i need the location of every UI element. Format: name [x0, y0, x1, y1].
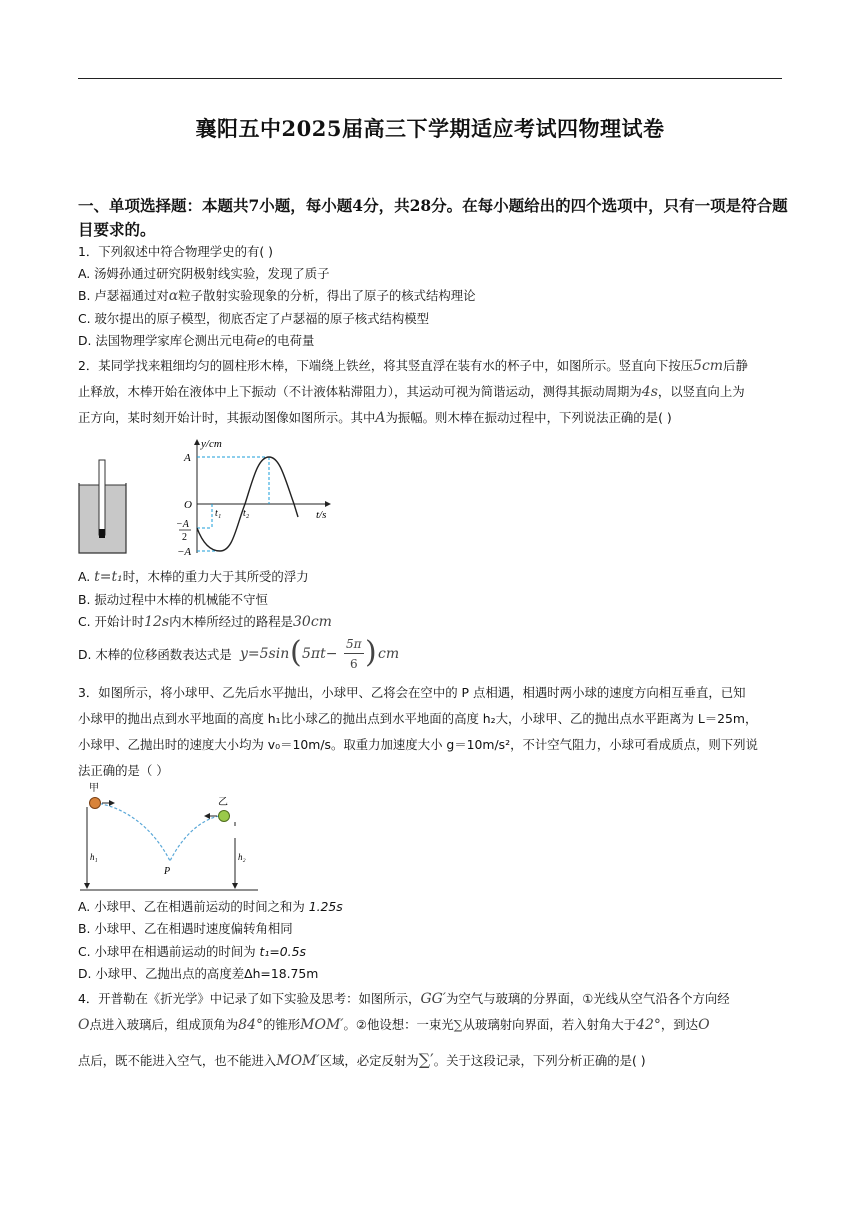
neg-amp-label: −A: [177, 546, 192, 558]
amplitude-label: A: [184, 452, 191, 464]
t2-label: t₂: [243, 508, 250, 519]
q1-stem: 1．下列叙述中符合物理学史的有( ): [78, 244, 273, 259]
q1-option-d: D. 法国物理学家库仑测出元电荷e的电荷量: [78, 333, 315, 349]
header-rule: [78, 78, 782, 79]
q1-option-c: C. 玻尔提出的原子模型，彻底否定了卢瑟福的原子核式结构模型: [78, 311, 430, 326]
q3-option-a: A. 小球甲、乙在相遇前运动的时间之和为 1.25s: [78, 899, 343, 914]
q3-stem-line3: 小球甲、乙抛出时的速度大小均为 v₀＝10m/s。取重力加速度大小 g＝10m/s²，不计空气阻力，小球可看成质点，则下列说: [78, 737, 758, 752]
label-P: P: [164, 866, 171, 877]
q3-stem-line1: 3．如图所示，将小球甲、乙先后水平抛出，小球甲、乙将会在空中的 P 点相遇，相遇时两小球的速度方向相互垂直，已知: [78, 685, 746, 700]
label-jia: 甲: [89, 783, 99, 794]
origin-label: O: [184, 499, 192, 511]
q2-option-c: C. 开始计时12s内木棒所经过的路程是30cm: [78, 614, 332, 630]
t1-label: t₁: [215, 508, 222, 519]
q3-stem-line2: 小球甲的抛出点到水平地面的高度 h₁比小球乙的抛出点到水平地面的高度 h₂大，小球甲、乙的抛出点水平距离为 L＝25m，: [78, 711, 758, 726]
q2-stem-line2: 止释放，木棒开始在液体中上下振动（不计液体粘滞阻力），其运动可视为简谐运动，测得其振动周期为4s，以竖直向上为: [78, 384, 745, 400]
label-h1: h₁: [90, 852, 98, 862]
trajectory-yi: [170, 816, 219, 861]
q2-stem-line1: 2．某同学找来粗细均匀的圆柱形木棒，下端绕上铁丝，将其竖直浮在装有水的杯子中，如图所示。竖直向下按压5cm后静: [78, 358, 748, 374]
section-heading: 一、单项选择题：本题共7小题，每小题4分，共28分。在每小题给出的四个选项中，只有一项是符合题目要求的。: [78, 196, 788, 239]
q2-option-a: A. t=t₁时，木棒的重力大于其所受的浮力: [78, 569, 309, 585]
beaker-figure: [78, 455, 128, 555]
projectile-figure: [78, 782, 260, 894]
ball-jia: [90, 798, 101, 809]
neg-half-amp-den: 2: [182, 532, 187, 543]
q3-stem-line4: 法正确的是（ ）: [78, 763, 169, 778]
label-h2: h₂: [238, 852, 246, 862]
x-axis-label: t/s: [316, 509, 327, 521]
q3-option-c: C. 小球甲在相遇前运动的时间为 t₁=0.5s: [78, 944, 306, 959]
trajectory-jia: [95, 803, 170, 861]
q1-option-a: A. 汤姆孙通过研究阴极射线实验，发现了质子: [78, 266, 330, 281]
q3-option-d: D. 小球甲、乙抛出点的高度差Δh=18.75m: [78, 966, 319, 981]
label-yi: 乙: [218, 797, 228, 808]
y-axis-label: y/cm: [201, 438, 222, 450]
q4-stem-line1: 4．开普勒在《折光学》中记录了如下实验及思考：如图所示，GG′为空气与玻璃的分界面，①光线从空气沿各个方向经: [78, 991, 730, 1007]
q2-stem-line3: 正方向，某时刻开始计时，其振动图像如图所示。其中A为振幅。则木棒在振动过程中，下列说法正确的是( ): [78, 410, 672, 426]
page-title: 襄阳五中2025届高三下学期适应考试四物理试卷: [195, 116, 665, 141]
neg-half-amp-num: −A: [176, 519, 189, 530]
ball-yi: [219, 811, 230, 822]
q4-stem-line3: 点后，既不能进入空气，也不能进入MOM′区域，必定反射为∑′。关于这段记录，下列分析正确的是( ): [78, 1050, 646, 1069]
q1-option-b: B. 卢瑟福通过对α粒子散射实验现象的分析，得出了原子的核式结构理论: [78, 288, 476, 304]
q2-option-b: B. 振动过程中木棒的机械能不守恒: [78, 592, 268, 607]
q2-option-d: D. 木棒的位移函数表达式是 y=5sin ( 5πt− 5π 6 ) cm: [78, 635, 400, 671]
q3-option-b: B. 小球甲、乙在相遇时速度偏转角相同: [78, 921, 293, 936]
oscillation-graph: [170, 435, 335, 560]
q4-stem-line2: O点进入玻璃后，组成顶角为84°的锥形MOM′。②他设想：一束光∑从玻璃射向界面，若入射角大于42°，到达O: [78, 1017, 710, 1033]
